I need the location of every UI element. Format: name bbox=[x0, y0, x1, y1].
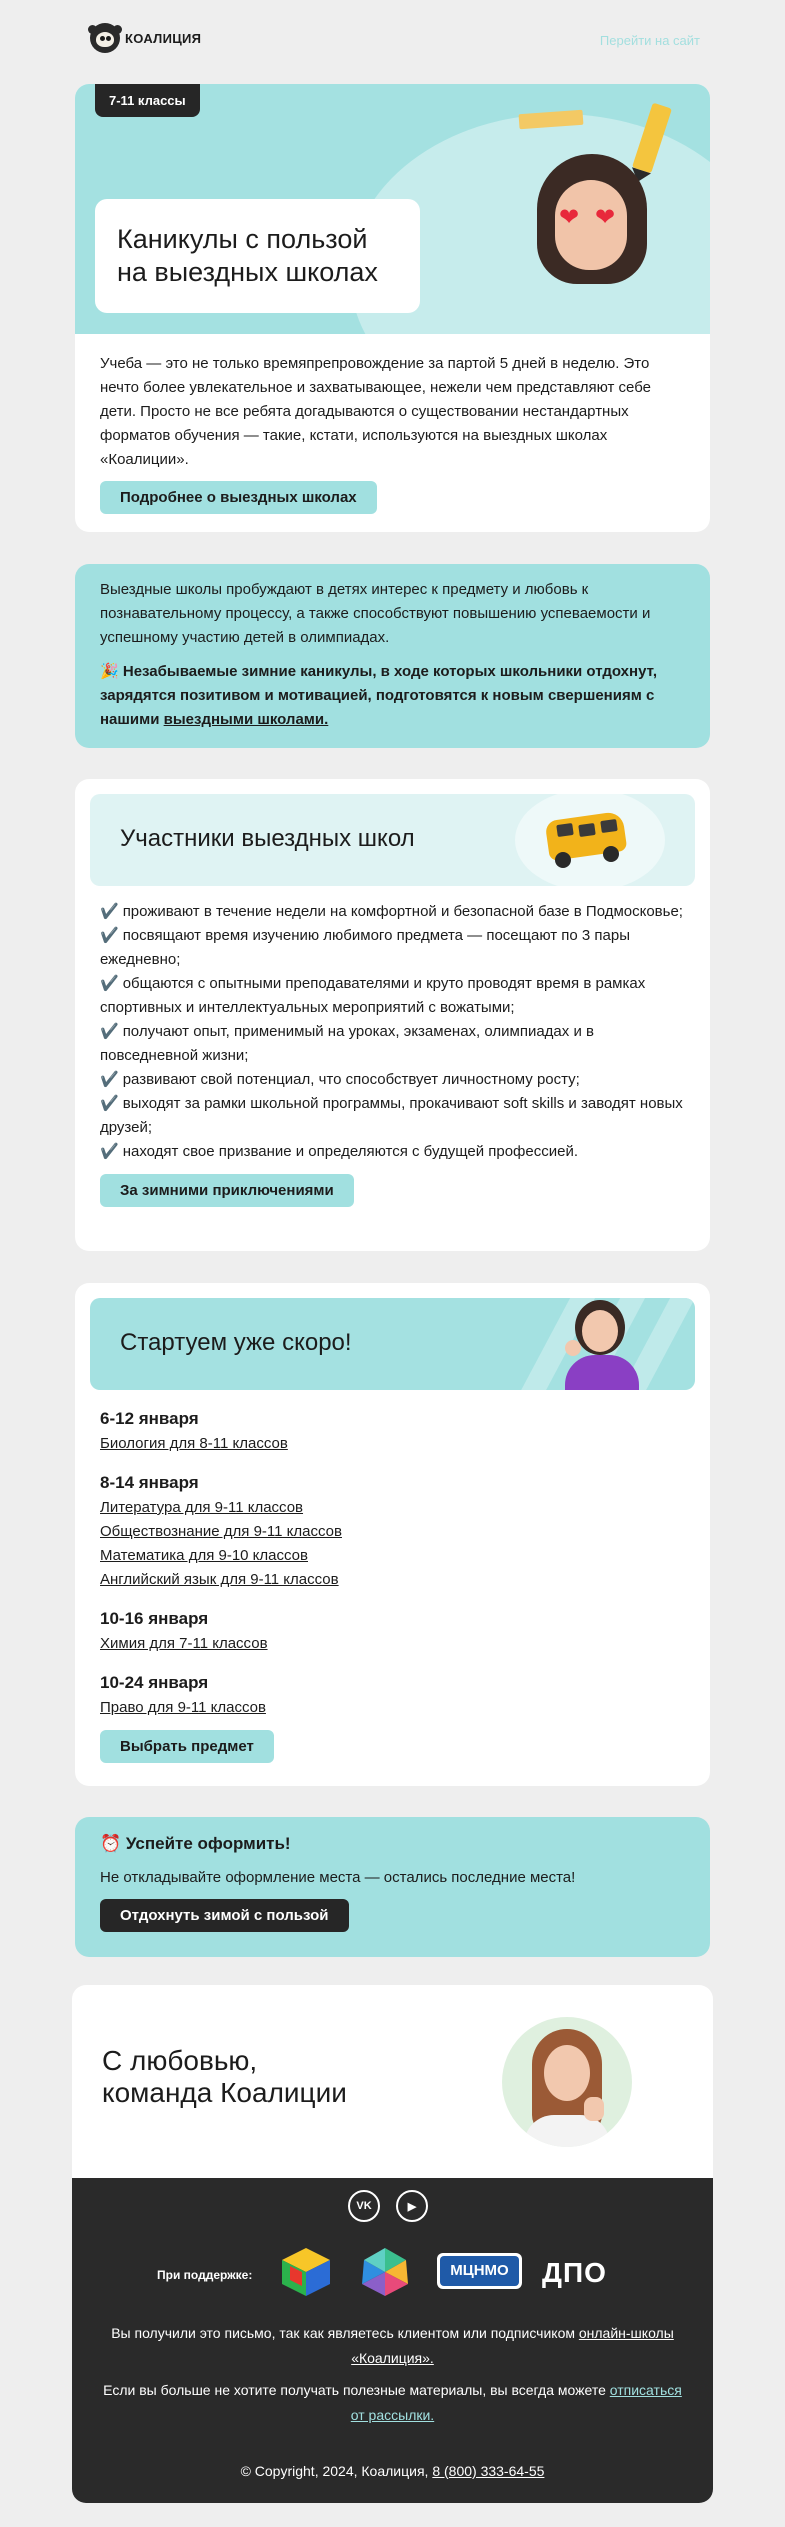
date-group bbox=[100, 1672, 685, 1720]
hero-text: Учеба — это не только времяпрепровождение за партой 5 дней в неделю. Это нечто более увлекательное и захватывающее, нежели чем представляют себе дети. Просто не все ребята догадываются о существовании нестандартных форматов обучения — такие, кстати, используются на выездных школах «Коалиции». bbox=[100, 355, 651, 468]
vk-icon[interactable]: VK bbox=[348, 2190, 380, 2222]
list-item: ✔️ развивают свой потенциал, что способствует личностному росту; bbox=[100, 1071, 580, 1088]
check-mark-icon: ✔️ bbox=[100, 903, 119, 920]
partner-leaf-logo-icon bbox=[358, 2246, 412, 2298]
date-title: 10-24 января bbox=[100, 1673, 209, 1692]
subject-link[interactable]: Химия для 7-11 классов bbox=[100, 1635, 268, 1652]
check-mark-icon: ✔️ bbox=[100, 975, 119, 992]
winter-adventures-button[interactable]: За зимними приключениями bbox=[100, 1174, 354, 1207]
subject-link[interactable]: Английский язык для 9-11 классов bbox=[100, 1571, 339, 1588]
hero-title-box bbox=[95, 199, 420, 313]
date-title: 10-16 января bbox=[100, 1609, 209, 1628]
more-about-schools-button[interactable]: Подробнее о выездных школах bbox=[100, 481, 377, 514]
intro-bold-text bbox=[100, 660, 685, 732]
unsubscribe-text: Если вы больше не хотите получать полезные материалы, вы всегда можете отписаться от рассылки. bbox=[103, 2382, 682, 2423]
logo-text: КОАЛИЦИЯ bbox=[125, 30, 202, 46]
subject-link[interactable]: Обществознание для 9-11 классов bbox=[100, 1523, 342, 1540]
check-mark-icon: ✔️ bbox=[100, 1023, 119, 1040]
start-title: Стартуем уже скоро! bbox=[120, 1329, 352, 1356]
partner-cube-logo-icon bbox=[280, 2246, 332, 2298]
unsubscribe-link[interactable]: отписаться от рассылки. bbox=[350, 2382, 682, 2423]
email-header bbox=[75, 18, 710, 62]
date-title: 6-12 января bbox=[100, 1409, 199, 1428]
alarm-clock-icon: ⏰ bbox=[100, 1834, 122, 1853]
subject-link[interactable]: Право для 9-11 классов bbox=[100, 1699, 266, 1716]
hurry-title: ⏰ Успейте оформить! bbox=[100, 1834, 291, 1853]
subject-link[interactable]: Биология для 8-11 классов bbox=[100, 1435, 288, 1452]
signature-text: С любовью, команда Коалиции bbox=[102, 2045, 347, 2108]
subject-link[interactable]: Литература для 9-11 классов bbox=[100, 1499, 304, 1516]
list-item: ✔️ выходят за рамки школьной программы, прокачивают soft skills и заводят новых друзей; bbox=[100, 1095, 683, 1136]
subject-link[interactable]: Математика для 9-10 классов bbox=[100, 1547, 308, 1564]
mccme-logo: МЦНМО bbox=[437, 2253, 522, 2289]
go-to-site-link[interactable]: Перейти на сайт bbox=[599, 33, 700, 48]
check-mark-icon: ✔️ bbox=[100, 1143, 119, 1160]
hero-card bbox=[75, 84, 710, 532]
dpo-logo: ДПО bbox=[542, 2257, 607, 2288]
phone-link[interactable]: 8 (800) 333-64-55 bbox=[432, 2463, 545, 2479]
youtube-icon[interactable]: ▶ bbox=[396, 2190, 428, 2222]
start-card bbox=[75, 1283, 710, 1786]
check-mark-icon: ✔️ bbox=[100, 1095, 119, 1112]
date-group bbox=[100, 1608, 685, 1656]
heart-eyes-girl-emoji: ❤ ❤ bbox=[537, 154, 647, 284]
list-item: ✔️ проживают в течение недели на комфортной и безопасной базе в Подмосковье; bbox=[100, 903, 683, 920]
start-header bbox=[90, 1298, 695, 1390]
intro-card bbox=[75, 564, 710, 748]
participants-title: Участники выездных школ bbox=[120, 825, 415, 852]
woman-tipping-hand-emoji bbox=[565, 1300, 645, 1390]
hurry-card bbox=[75, 1817, 710, 1957]
signature-block bbox=[72, 1985, 713, 2178]
hero-title-line2: на выездных школах bbox=[117, 257, 378, 287]
koala-logo-icon bbox=[90, 23, 120, 53]
list-item: ✔️ посвящают время изучению любимого предмета — посещают по 3 пары ежедневно; bbox=[100, 927, 631, 968]
schedule bbox=[75, 1390, 710, 1763]
check-mark-icon: ✔️ bbox=[100, 1071, 119, 1088]
list-item: ✔️ получают опыт, применимый на уроках, экзаменах, олимпиадах и в повседневной жизни; bbox=[100, 1023, 594, 1064]
check-mark-icon: ✔️ bbox=[100, 927, 119, 944]
school-bus-icon bbox=[547, 808, 633, 870]
choose-subject-button[interactable]: Выбрать предмет bbox=[100, 1730, 274, 1763]
footer bbox=[72, 2178, 713, 2503]
date-title: 8-14 января bbox=[100, 1473, 199, 1492]
hero-banner bbox=[75, 84, 710, 334]
participants-list bbox=[75, 886, 710, 1164]
participants-header bbox=[90, 794, 695, 886]
list-item: ✔️ общаются с опытными преподавателями и круто проводят время в рамках спортивных и интеллектуальных мероприятий с вожатыми; bbox=[100, 975, 646, 1016]
participants-card bbox=[75, 779, 710, 1251]
date-group bbox=[100, 1472, 685, 1592]
school-link[interactable]: онлайн-школы «Коалиция». bbox=[351, 2325, 674, 2366]
date-group bbox=[100, 1408, 685, 1456]
intro-bold-sentence: Незабываемые зимние каникулы, в ходе которых школьники отдохнут, зарядятся позитивом и мотивацией, подготовятся к новым свершениям с нашими bbox=[100, 663, 657, 728]
logo[interactable] bbox=[90, 23, 201, 53]
list-item: ✔️ находят свое призвание и определяются с будущей профессией. bbox=[100, 1143, 579, 1160]
support-label: При поддержке: bbox=[157, 2268, 253, 2282]
winter-rest-button[interactable]: Отдохнуть зимой с пользой bbox=[100, 1899, 349, 1932]
social-links bbox=[348, 2190, 428, 2222]
grade-badge: 7-11 классы bbox=[95, 84, 200, 117]
party-emoji-icon: 🎉 bbox=[100, 663, 119, 680]
intro-text: Выездные школы пробуждают в детях интерес к предмету и любовь к познавательному процессу, а также способствуют повышению успеваемости и успешному участию детей в олимпиадах. bbox=[100, 581, 651, 646]
copyright: © Copyright, 2024, Коалиция, 8 (800) 333-64-55 bbox=[240, 2463, 545, 2479]
thumbs-up-girl-emoji bbox=[502, 2017, 632, 2147]
hero-title-line1: Каникулы с пользой bbox=[117, 224, 368, 254]
subscription-reason-text: Вы получили это письмо, так как являетесь клиентом или подписчиком онлайн-школы «Коалиция». bbox=[111, 2325, 674, 2366]
schools-link[interactable]: выездными школами. bbox=[163, 711, 329, 728]
hurry-text: Не откладывайте оформление места — остались последние места! bbox=[100, 1869, 576, 1886]
